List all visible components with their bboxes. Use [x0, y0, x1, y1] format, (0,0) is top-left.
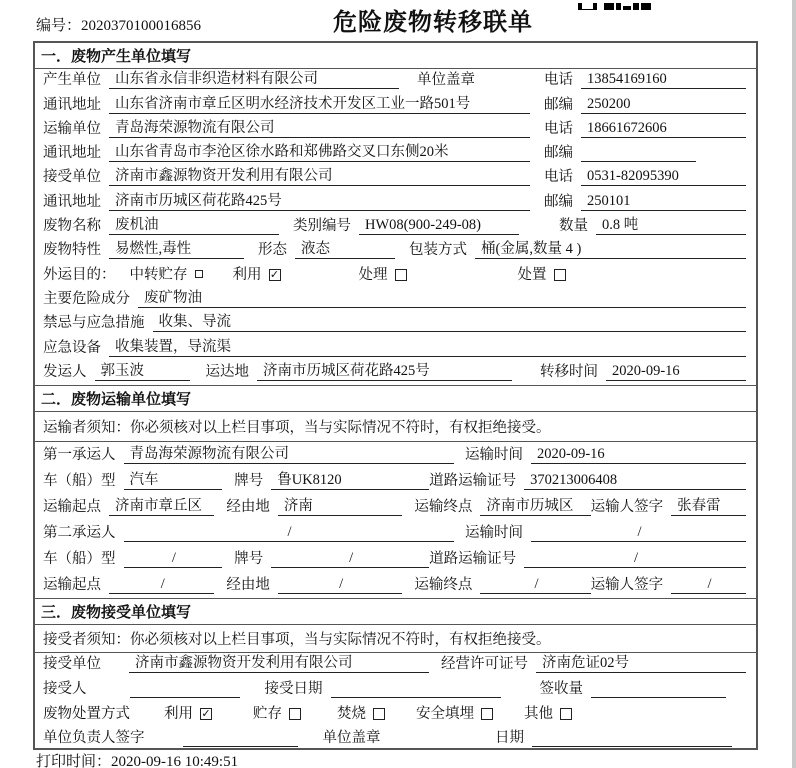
consignor-label: 发运人 [43, 363, 87, 380]
quantity-label: 数量 [559, 218, 588, 235]
checkbox-label: 安全填埋 [416, 705, 474, 722]
checkbox-empty-icon [554, 269, 566, 281]
checkbox-empty-icon [481, 708, 493, 720]
receipt-qty-value [591, 679, 726, 698]
second-plate-value: / [271, 549, 429, 568]
transporter-phone-value: 18661672606 [581, 119, 746, 138]
form-row [35, 546, 756, 572]
packaging-label: 包装方式 [409, 242, 467, 259]
receiver-unit-value: 济南市鑫源物资开发利用有限公司 [109, 167, 530, 186]
form-row [35, 468, 756, 494]
checkbox-label: 中转贮存 [129, 266, 188, 283]
receiver-unit-label: 接受单位 [43, 656, 101, 673]
producer-postcode-value: 250200 [581, 95, 746, 114]
checkbox-utilize [164, 705, 212, 723]
road-permit-value: 370213006408 [524, 471, 746, 490]
second-vehicle-type-value: / [124, 549, 223, 568]
form-row [35, 572, 756, 598]
checkbox-empty-icon [395, 269, 407, 281]
receive-date-value [331, 679, 501, 698]
form-row [35, 288, 756, 312]
section-title: 一．废物产生单位填写 [35, 43, 756, 69]
section-note: 运输者须知：你必须核对以上栏目事项，当与实际情况不符时，有权拒绝接受。 [35, 412, 756, 442]
second-origin-value: / [109, 575, 214, 594]
transfer-purpose-label: 外运目的： [43, 266, 116, 283]
section-note: 接受者须知：你必须核对以上栏目事项，当与实际情况不符时，有权拒绝接受。 [35, 625, 756, 653]
category-code-label: 类别编号 [293, 218, 351, 235]
phone-label: 电话 [544, 72, 573, 89]
second-road-permit-value: / [524, 549, 746, 568]
receiver-person-label: 接受人 [43, 681, 87, 698]
unit-seal-text: 单位盖章 [322, 730, 381, 747]
transporter-unit-label: 运输单位 [43, 120, 101, 137]
road-permit-label: 道路运输证号 [429, 472, 517, 489]
waste-name-value: 废机油 [109, 216, 279, 235]
form-row [35, 190, 756, 214]
transporter-unit-value: 青岛海荣源物流有限公司 [109, 119, 530, 138]
transporter-address-value: 山东省青岛市李沧区徐水路和郑佛路交叉口东侧20米 [109, 143, 530, 162]
vehicle-type-label: 车（船）型 [43, 472, 116, 489]
checkbox-label: 处置 [517, 266, 547, 283]
section-3-receiver-fill [35, 598, 756, 751]
via-label: 经由地 [226, 498, 270, 515]
category-code-value: HW08(900-249-08) [359, 216, 519, 235]
checkbox-incinerate [337, 705, 385, 723]
form-row [35, 702, 756, 727]
receiver-phone-value: 0531-82095390 [581, 167, 746, 186]
checkbox-label: 利用 [232, 266, 262, 283]
producer-unit-label: 产生单位 [43, 72, 101, 89]
second-terminus-value: / [480, 575, 590, 594]
receiver-postcode-value: 250101 [581, 192, 746, 211]
checkbox-treat [359, 266, 407, 284]
checkbox-other [524, 705, 572, 723]
transporter-postcode-value [581, 143, 696, 162]
postcode-label: 邮编 [544, 145, 573, 162]
phone-label: 电话 [544, 120, 573, 137]
contraindication-value: 收集、导流 [153, 313, 747, 332]
date-label: 日期 [495, 730, 524, 747]
responsible-sign-value [183, 728, 298, 747]
second-transport-time-value: / [531, 523, 746, 542]
serial-value: 2020370100016856 [81, 18, 202, 34]
main-hazard-label: 主要危险成分 [43, 290, 130, 307]
plate-label: 牌号 [234, 472, 264, 489]
receiver-unit-label: 接受单位 [43, 169, 101, 186]
phone-label: 电话 [544, 169, 573, 186]
producer-phone-value: 13854169160 [581, 70, 746, 89]
transport-time-label: 运输时间 [465, 524, 523, 541]
emergency-equipment-value: 收集装置，导流渠 [109, 338, 746, 357]
consignor-value: 郭玉波 [95, 362, 190, 381]
serial-label: 编号： [36, 18, 82, 34]
destination-value: 济南市历城区荷花路425号 [257, 362, 512, 381]
receiver-unit-value: 济南市鑫源物资开发利用有限公司 [129, 654, 429, 673]
transporter-sign-value: 张春雷 [671, 497, 746, 516]
checkbox-label: 贮存 [253, 705, 282, 722]
second-transporter-sign-value: / [671, 575, 746, 594]
contraindication-label: 禁忌与应急措施 [43, 315, 145, 332]
receipt-qty-label: 签收量 [539, 681, 583, 698]
transfer-date-value: 2020-09-16 [606, 362, 746, 381]
form-row [35, 166, 756, 190]
checkbox-checked-icon: ✓ [201, 707, 211, 721]
form-row [35, 677, 756, 702]
form-state-value: 液态 [295, 240, 395, 259]
checkbox-empty-icon [289, 708, 301, 720]
via-value: 济南 [278, 497, 403, 516]
date-value [532, 728, 732, 747]
print-time-line [36, 750, 238, 768]
form-row [35, 727, 756, 752]
checkbox-transit-storage [130, 266, 203, 284]
checkbox-utilize [233, 266, 281, 284]
terminus-value: 济南市历城区 [480, 497, 590, 516]
section-title: 三．废物接受单位填写 [35, 599, 756, 625]
checkbox-dispose [518, 266, 566, 284]
qr-code-fragment-icon [578, 0, 652, 10]
form-table [33, 41, 758, 750]
origin-label: 运输起点 [43, 576, 101, 593]
checkbox-empty-icon [195, 270, 203, 278]
vehicle-type-label: 车（船）型 [43, 550, 116, 567]
form-row [35, 312, 756, 336]
checkbox-label: 其他 [524, 705, 553, 722]
first-transport-time-value: 2020-09-16 [531, 445, 746, 464]
receiver-person-value [130, 679, 240, 698]
checkbox-label: 处理 [358, 266, 388, 283]
form-row [35, 215, 756, 239]
receiver-address-value: 济南市历城区荷花路425号 [109, 192, 530, 211]
disposal-method-label: 废物处置方式 [43, 705, 130, 722]
waste-name-label: 废物名称 [43, 218, 101, 235]
form-row [35, 69, 756, 93]
transfer-date-label: 转移时间 [540, 363, 598, 380]
vehicle-type-value: 汽车 [124, 471, 223, 490]
second-carrier-value: / [124, 523, 454, 542]
destination-label: 运达地 [205, 363, 249, 380]
first-carrier-value: 青岛海荣源物流有限公司 [124, 445, 454, 464]
transport-time-label: 运输时间 [465, 446, 523, 463]
checkbox-empty-icon [560, 708, 572, 720]
waste-characteristics-value: 易燃性,毒性 [109, 240, 244, 259]
transporter-sign-label: 运输人签字 [590, 576, 664, 593]
form-row [35, 336, 756, 360]
form-row [35, 361, 756, 385]
checkbox-label: 利用 [164, 705, 193, 722]
emergency-equipment-label: 应急设备 [43, 339, 101, 356]
address-label: 通讯地址 [43, 145, 101, 162]
second-via-value: / [278, 575, 403, 594]
license-label: 经营许可证号 [441, 656, 528, 673]
postcode-label: 邮编 [544, 193, 573, 210]
receive-date-label: 接受日期 [264, 681, 323, 698]
section-title: 二．废物运输单位填写 [35, 386, 756, 412]
form-row [35, 142, 756, 166]
form-state-label: 形态 [258, 242, 287, 259]
print-time-value: 2020-09-16 10:49:51 [111, 754, 239, 768]
producer-unit-value: 山东省永信非织造材料有限公司 [109, 70, 399, 89]
packaging-value: 桶(金属,数量 4 ) [475, 240, 746, 259]
section-1-producer-fill [35, 43, 756, 385]
form-row [35, 653, 756, 678]
address-label: 通讯地址 [43, 96, 101, 113]
terminus-label: 运输终点 [414, 576, 473, 593]
via-label: 经由地 [226, 576, 270, 593]
origin-value: 济南市章丘区 [109, 497, 214, 516]
transporter-sign-label: 运输人签字 [590, 498, 664, 515]
waste-characteristics-label: 废物特性 [43, 242, 101, 259]
quantity-value: 0.8 吨 [596, 216, 746, 235]
form-row [35, 118, 756, 142]
form-row [35, 263, 756, 287]
second-carrier-label: 第二承运人 [43, 524, 116, 541]
unit-seal-text: 单位盖章 [417, 72, 475, 89]
checkbox-store [253, 705, 301, 723]
road-permit-label: 道路运输证号 [429, 550, 517, 567]
checkbox-checked-icon: ✓ [269, 268, 280, 282]
section-2-transport-fill [35, 385, 756, 598]
form-row [35, 239, 756, 263]
serial-number-line [36, 14, 201, 35]
checkbox-label: 焚烧 [337, 705, 366, 722]
postcode-label: 邮编 [544, 96, 573, 113]
form-row [35, 494, 756, 520]
responsible-sign-label: 单位负责人签字 [43, 730, 145, 747]
terminus-label: 运输终点 [414, 498, 473, 515]
form-row [35, 520, 756, 546]
plate-value: 鲁UK8120 [271, 471, 429, 490]
producer-address-value: 山东省济南市章丘区明水经济技术开发区工业一路501号 [109, 95, 530, 114]
checkbox-empty-icon [373, 708, 385, 720]
main-hazard-value: 废矿物油 [138, 289, 746, 308]
form-row [35, 442, 756, 468]
page-title: 危险废物转移联单 [333, 10, 533, 36]
plate-label: 牌号 [234, 550, 264, 567]
first-carrier-label: 第一承运人 [43, 446, 116, 463]
form-row [35, 93, 756, 117]
print-time-label: 打印时间： [36, 754, 112, 768]
origin-label: 运输起点 [43, 498, 101, 515]
address-label: 通讯地址 [43, 193, 101, 210]
checkbox-landfill [416, 705, 493, 723]
page-edge-strip [792, 0, 796, 768]
license-value: 济南危证02号 [536, 654, 746, 673]
